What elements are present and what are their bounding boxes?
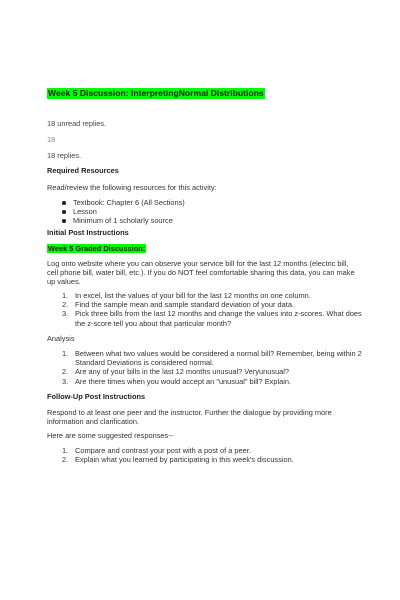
- analysis-text: Are there times when you would accept an "unusual" bill? Explain.: [75, 376, 292, 386]
- resource-item: Textbook: Chapter 6 (All Sections): [73, 198, 185, 207]
- list-item: 1. Between what two values would be considered a normal bill? Remember, being within 2 Standard Deviations is considered normal.: [62, 349, 362, 368]
- follow-up-text: Explain what you learned by participating in this week's discussion.: [75, 455, 294, 465]
- analysis-text: Between what two values would be considered a normal bill? Remember, being within 2 Standard Deviations is considered normal.: [75, 349, 362, 368]
- list-item: 3. Are there times when you would accept an "unusual" bill? Explain.: [62, 376, 292, 386]
- analysis-label: Analysis: [47, 334, 75, 343]
- list-item: [62, 198, 185, 207]
- step-text: Find the sample mean and sample standard deviation of your data.: [75, 300, 294, 310]
- replies-count: 18 replies.: [47, 151, 82, 160]
- graded-discussion-highlight: Week 5 Graded Discussion:: [48, 244, 146, 253]
- list-item: 1. In excel, list the values of your bill for the last 12 months on one column.: [62, 291, 311, 300]
- suggested-responses-label: Here are some suggested responses--: [47, 431, 174, 440]
- unread-replies: 18 unread replies.: [47, 119, 107, 128]
- follow-up-paragraph: Respond to at least one peer and the instructor. Further the dialogue by providing more information and clarification.: [47, 408, 332, 427]
- required-resources-intro: Read/review the following resources for this activity:: [47, 183, 217, 192]
- steps-list: [62, 291, 362, 328]
- follow-up-list: [62, 446, 362, 464]
- resource-item: Minimum of 1 scholarly source: [73, 216, 173, 226]
- list-item: 2. Find the sample mean and sample standard deviation of your data.: [62, 300, 294, 310]
- reply-count: 18: [47, 135, 56, 144]
- step-text: Pick three bills from the last 12 months and change the values into z-scores. What does the z-score tell you about that particular month?: [75, 309, 362, 328]
- analysis-text: Are any of your bills in the last 12 months unusual? Veryunusual?: [75, 367, 290, 377]
- follow-up-text: Compare and contrast your post with a post of a peer.: [75, 446, 251, 455]
- list-item: 3. Pick three bills from the last 12 months and change the values into z-scores. What does the z-score tell you about that particular month?: [62, 309, 362, 328]
- list-item: 2. Are any of your bills in the last 12 months unusual? Veryunusual?: [62, 367, 290, 377]
- list-item: 1. Compare and contrast your post with a post of a peer.: [62, 446, 251, 455]
- list-item: [62, 216, 185, 225]
- page-title: Week 5 Discussion: InterpretingNormal Distributions: [48, 88, 264, 98]
- resource-item: Lesson: [73, 207, 97, 217]
- bullet-icon: [62, 201, 66, 205]
- bullet-icon: [62, 219, 66, 223]
- follow-up-heading: Follow-Up Post Instructions: [47, 392, 146, 401]
- initial-post-heading: Initial Post Instructions: [47, 228, 129, 237]
- list-item: 2. Explain what you learned by participating in this week's discussion.: [62, 455, 294, 465]
- analysis-list: [62, 349, 362, 386]
- required-resources-heading: Required Resources: [47, 166, 119, 175]
- resources-list: [62, 198, 185, 226]
- bullet-icon: [62, 210, 66, 214]
- list-item: [62, 207, 185, 216]
- initial-post-paragraph: Log onto website where you can observe your service bill for the last 12 months (electric bill, cell phone bill, water bill, etc.). If you do NOT feel comfortable sharing this data, you can make up values.: [47, 259, 355, 287]
- step-text: In excel, list the values of your bill for the last 12 months on one column.: [75, 291, 311, 300]
